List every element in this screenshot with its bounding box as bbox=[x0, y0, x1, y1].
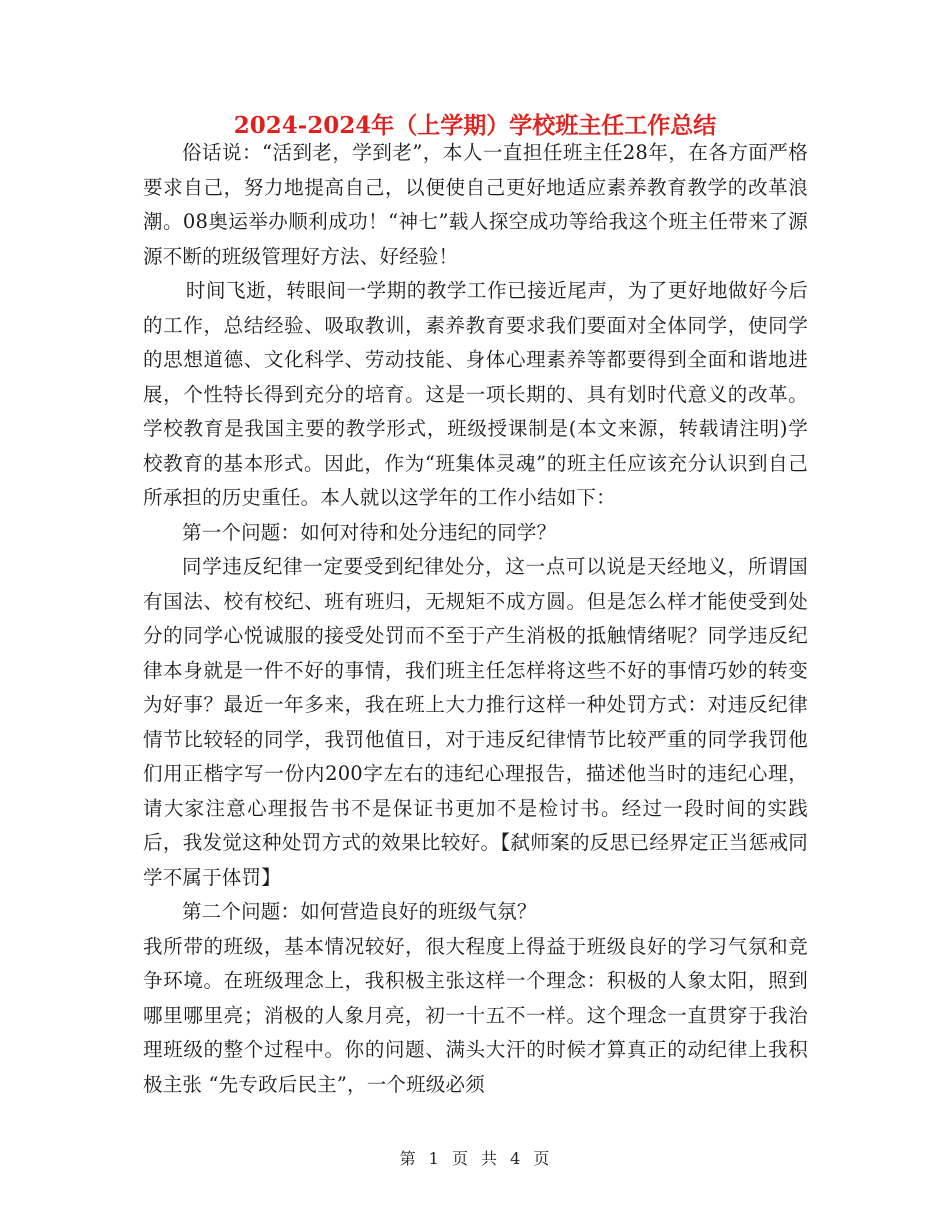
document-title: 2024-2024年（上学期）学校班主任工作总结 bbox=[233, 112, 717, 139]
page-footer: 第 1 页 共 4 页 bbox=[399, 1149, 551, 1168]
paragraph-atmosphere: 我所带的班级，基本情况较好，很大程度上得益于班级良好的学习气氛和竞争环境。在班级理念上，我积极主张这样一个理念：积极的人象太阳，照到哪里哪里亮；消极的人象月亮，初一十五不一样。这个理念一直贯穿于我治理班级的整个过程中。你的问题、满头大汗的时候才算真正的动纪律上我积极主张 “先专政后民主”，一个班级必须 bbox=[143, 934, 808, 1096]
section-heading-1: 第一个问题：如何对待和处分违纪的同学？ bbox=[182, 520, 557, 544]
paragraph-summary: 时间飞逝，转眼间一学期的教学工作已接近尾声，为了更好地做好今后的工作，总结经验、吸取教训，素养教育要求我们要面对全体同学，使同学的思想道德、文化科学、劳动技能、身体心理素养等都要得到全面和谐地进展，个性特长得到充分的培育。这是一项长期的、具有划时代意义的改革。学校教育是我国主要的教学形式，班级授课制是(本文来源，转载请注明)学校教育的基本形式。因此，作为“班集体灵魂”的班主任应该充分认识到自己所承担的历史重任。本人就以这学年的工作小结如下： bbox=[143, 279, 808, 509]
paragraph-intro: 俗话说：“活到老，学到老”，本人一直担任班主任28年，在各方面严格要求自己，努力地提高自己，以便使自己更好地适应素养教育教学的改革浪潮。08奥运举办顺利成功！“神七”载人探空成功等给我这个班主任带来了源源不断的班级管理好方法、好经验！ bbox=[143, 141, 808, 268]
section-heading-2: 第二个问题：如何营造良好的班级气氛？ bbox=[182, 900, 537, 923]
paragraph-discipline: 同学违反纪律一定要受到纪律处分，这一点可以说是天经地义，所谓国有国法、校有校纪、班有班归，无规矩不成方圆。但是怎么样才能使受到处分的同学心悦诚服的接受处罚而不至于产生消极的抵触情绪呢？同学违反纪律本身就是一件不好的事情，我们班主任怎样将这些不好的事情巧妙的转变为好事？最近一年多来，我在班上大力推行这样一种处罚方式：对违反纪律情节比较轻的同学，我罚他值日，对于违反纪律情节比较严重的同学我罚他们用正楷字写一份内200字左右的违纪心理报告，描述他当时的违纪心理，请大家注意心理报告书不是保证书更加不是检讨书。经过一段时间的实践后，我发觉这种处罚方式的效果比较好。【弑师案的反思已经界定正当惩戒同学不属于体罚】 bbox=[143, 555, 808, 889]
document-body bbox=[143, 136, 808, 1102]
